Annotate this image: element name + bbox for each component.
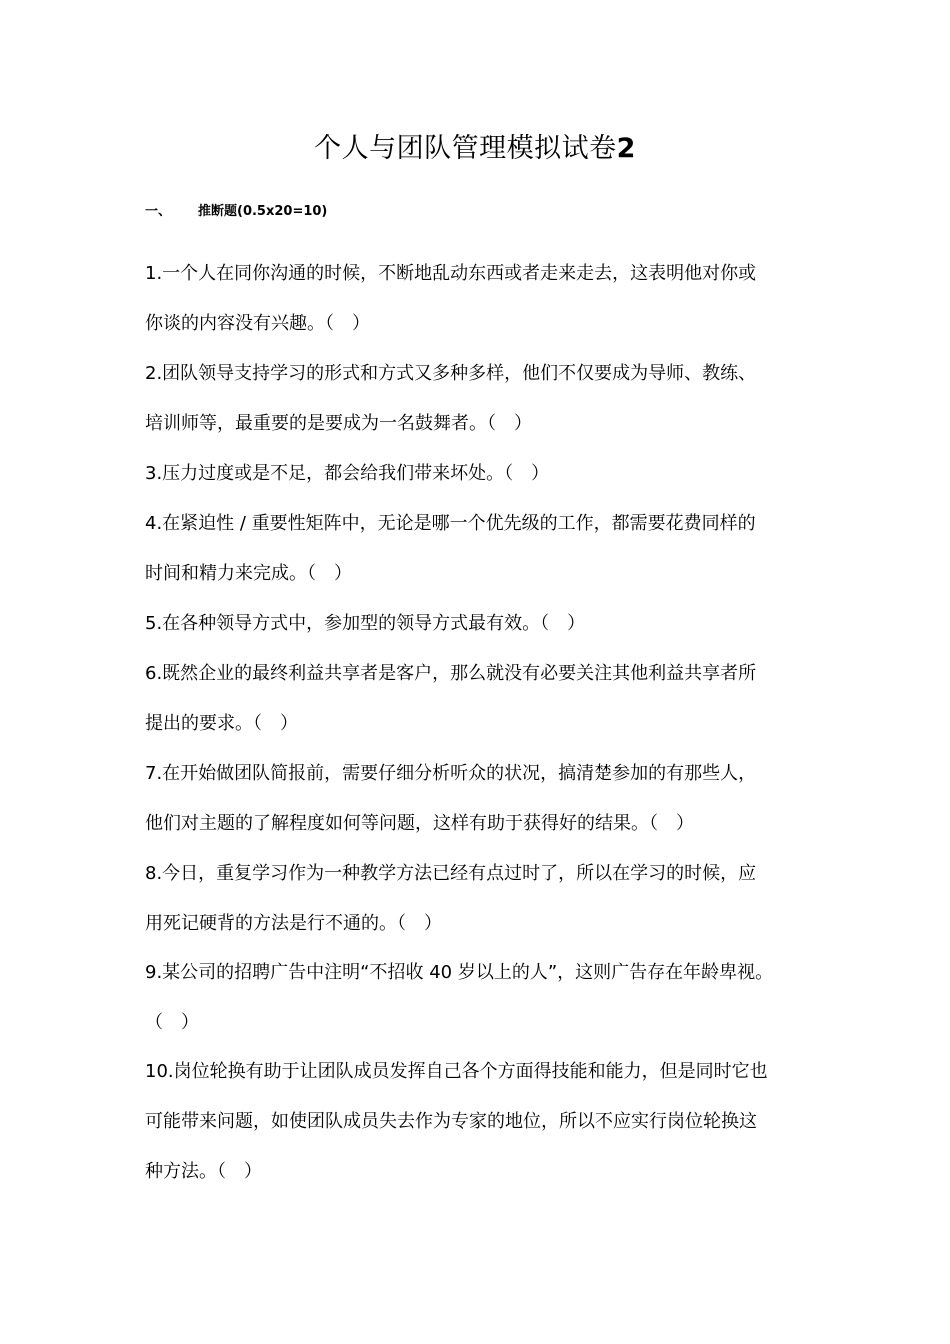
- question-line: 8.今日，重复学习作为一种教学方法已经有点过时了，所以在学习的时候，应: [145, 863, 757, 884]
- question-line: 5.在各种领导方式中，参加型的领导方式最有效。（ ）: [145, 613, 586, 634]
- question-line: 7.在开始做团队简报前，需要仔细分析听众的状况，搞清楚参加的有那些人，: [145, 763, 757, 784]
- question-line: 种方法。（ ）: [145, 1161, 262, 1182]
- question-line: 6.既然企业的最终利益共享者是客户，那么就没有必要关注其他利益共享者所: [145, 663, 757, 684]
- question-line: 可能带来问题，如使团队成员失去作为专家的地位，所以不应实行岗位轮换这: [145, 1111, 757, 1132]
- section-number: 一、: [145, 204, 172, 219]
- section-heading: [145, 203, 327, 221]
- question-line: 4.在紧迫性 / 重要性矩阵中，无论是哪一个优先级的工作，都需要花费同样的: [145, 513, 756, 534]
- question-line: 9.某公司的招聘广告中注明“不招收 40 岁以上的人”，这则广告存在年龄卑视。: [145, 962, 774, 983]
- question-line: 培训师等，最重要的是要成为一名鼓舞者。（ ）: [145, 413, 532, 434]
- question-line: 1.一个人在同你沟通的时候，不断地乱动东西或者走来走去，这表明他对你或: [145, 263, 757, 284]
- question-line: （ ）: [145, 1012, 199, 1033]
- question-line: 提出的要求。（ ）: [145, 713, 298, 734]
- title-number: 2: [616, 133, 636, 164]
- title-text: 个人与团队管理模拟试卷: [314, 133, 617, 164]
- question-line: 3.压力过度或是不足，都会给我们带来坏处。（ ）: [145, 463, 550, 484]
- question-line: 10.岗位轮换有助于让团队成员发挥自己各个方面得技能和能力，但是同时它也: [145, 1061, 768, 1082]
- question-line: 你谈的内容没有兴趣。（ ）: [145, 313, 370, 334]
- question-line: 时间和精力来完成。（ ）: [145, 563, 352, 584]
- section-label: 推断题(0.5x20=10): [198, 204, 328, 219]
- question-line: 他们对主题的了解程度如何等问题，这样有助于获得好的结果。（ ）: [145, 813, 694, 834]
- question-line: 用死记硬背的方法是行不通的。（ ）: [145, 913, 442, 934]
- page-title: [0, 130, 950, 168]
- question-line: 2.团队领导支持学习的形式和方式又多种多样，他们不仅要成为导师、教练、: [145, 363, 757, 384]
